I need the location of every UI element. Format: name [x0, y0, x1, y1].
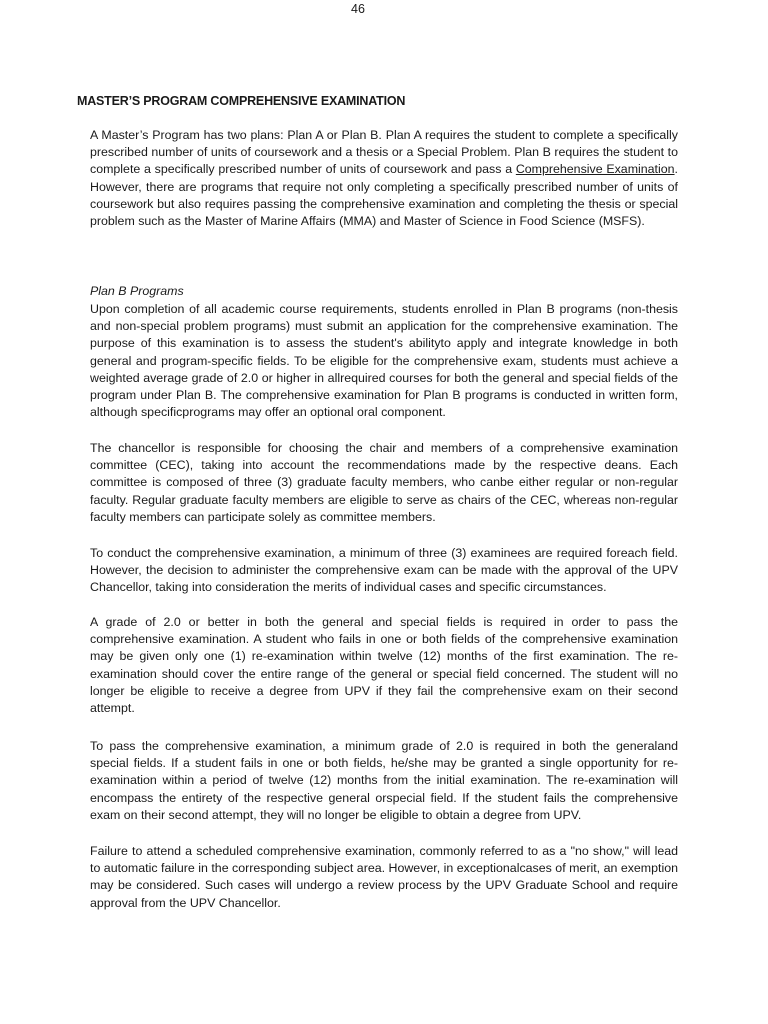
plan-b-paragraph-eligibility: Upon completion of all academic course requirements, students enrolled in Plan B programs (non-thesis and non-special problem programs) must submit an application for the comprehensive examination. The purpose of this examination is to assess the student's abilityto apply and integrate knowledge in both general and program-specific fields. To be eligible for the comprehensive exam, students must achieve a weighted average grade of 2.0 or higher in allrequired courses for both the general and special fields of the program under Plan B. The comprehensive examination for Plan B programs is conducted in written form, although specificprograms may offer an optional oral component.	[90, 302, 678, 420]
plan-b-paragraph-reexamination: To pass the comprehensive examination, a minimum grade of 2.0 is required in both the generaland special fields. If a student fails in one or both fields, he/she may be granted a single opportunity for re-examination within a period of twelve (12) months from the initial examination. The re-examination will encompass the entirety of the respective general orspecial field. If the student fails the comprehensive exam on their second attempt, they will no longer be eligible to obtain a degree from UPV.	[90, 739, 678, 822]
plan-b-paragraph-examinees: To conduct the comprehensive examination, a minimum of three (3) examinees are required foreach field. However, the decision to administer the comprehensive exam can be made with the approval of the UPV Chancellor, taking into consideration the merits of individual cases and specific circumstances.	[90, 546, 678, 595]
plan-b-subheading: Plan B Programs	[90, 284, 184, 298]
plan-b-paragraph-no-show: Failure to attend a scheduled comprehensive examination, commonly referred to as a "no show," will lead to automatic failure in the corresponding subject area. However, in exceptionalcases of merit, an exemption may be considered. Such cases will undergo a review process by the UPV Graduate School and require approval from the UPV Chancellor.	[90, 844, 678, 910]
intro-text-end: . However, there are programs that require not only completing a specifically prescribed number of units of coursework but also requires passing the comprehensive examination and completing the thesis or special problem such as the Master of Marine Affairs (MMA) and Master of Science in Food Science (MSFS).	[90, 162, 678, 229]
plan-b-paragraph-committee: The chancellor is responsible for choosing the chair and members of a comprehensive examination committee (CEC), taking into account the recommendations made by the respective deans. Each committee is composed of three (3) graduate faculty members, who canbe either regular or non-regular faculty. Regular graduate faculty members are eligible to serve as chairs of the CEC, whereas non-regular faculty members can participate solely as committee members.	[90, 441, 678, 524]
intro-paragraph	[90, 127, 678, 230]
section-heading: MASTER’S PROGRAM COMPREHENSIVE EXAMINATION	[77, 94, 406, 108]
plan-b-paragraph-grade: A grade of 2.0 or better in both the general and special fields is required in order to pass the comprehensive examination. A student who fails in one or both fields of the comprehensive examination may be given only one (1) re-examination within twelve (12) months of the first examination. The re-examination should cover the entire range of the general or special field concerned. The student will no longer be eligible to receive a degree from UPV if they fail the comprehensive exam on their second attempt.	[90, 615, 678, 716]
comprehensive-examination-term: Comprehensive Examination	[515, 162, 675, 177]
intro-text-start: A Master’s Program has two plans: Plan A or Plan B. Plan A requires the student to complete a specifically prescribed number of units of coursework and a thesis or a Special Problem. Plan B requires the student to complete a specifically prescribed number of units of coursework and pass a	[90, 128, 678, 177]
page-number: 46	[351, 2, 365, 16]
